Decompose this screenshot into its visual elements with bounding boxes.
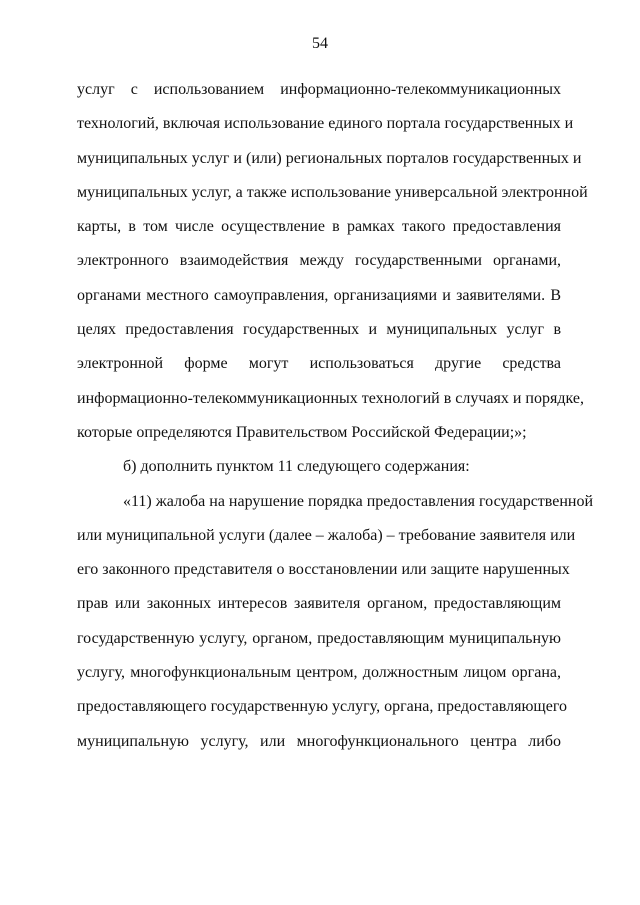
text-line: органами местного самоуправления, организациями и заявителями. В [77, 286, 561, 304]
text-line: муниципальных услуг, а также использование универсальной электронной [77, 183, 588, 201]
text-line: информационно-телекоммуникационных технологий в случаях и порядке, [77, 389, 584, 407]
text-line: муниципальных услуг и (или) региональных порталов государственных и [77, 149, 582, 167]
text-line: которые определяются Правительством Российской Федерации;»; [77, 423, 527, 441]
text-line: карты, в том числе осуществление в рамках такого предоставления [77, 218, 561, 236]
text-line: «11) жалоба на нарушение порядка предоставления государственной [123, 492, 594, 510]
page-number: 54 [312, 35, 328, 52]
text-line: или муниципальной услуги (далее – жалоба) – требование заявителя или [77, 526, 576, 544]
text-line: услуг с использованием информационно-телекоммуникационных [77, 81, 561, 98]
text-line: государственную услугу, органом, предоставляющим муниципальную [77, 629, 561, 647]
text-line: б) дополнить пунктом 11 следующего содержания: [123, 458, 470, 476]
text-line: прав или законных интересов заявителя органом, предоставляющим [77, 595, 561, 613]
text-line: предоставляющего государственную услугу, органа, предоставляющего [77, 698, 568, 716]
text-line: целях предоставления государственных и муниципальных услуг в [77, 321, 561, 339]
text-line: муниципальную услугу, или многофункционального центра либо [77, 732, 561, 750]
text-line: услугу, многофункциональным центром, должностным лицом органа, [77, 664, 561, 682]
text-line: электронной форме могут использоваться другие средства [77, 355, 561, 373]
text-line: технологий, включая использование единого портала государственных и [77, 115, 574, 133]
text-line: электронного взаимодействия между государственными органами, [77, 252, 561, 270]
document-body [77, 73, 594, 759]
text-line: его законного представителя о восстановлении или защите нарушенных [77, 561, 570, 579]
